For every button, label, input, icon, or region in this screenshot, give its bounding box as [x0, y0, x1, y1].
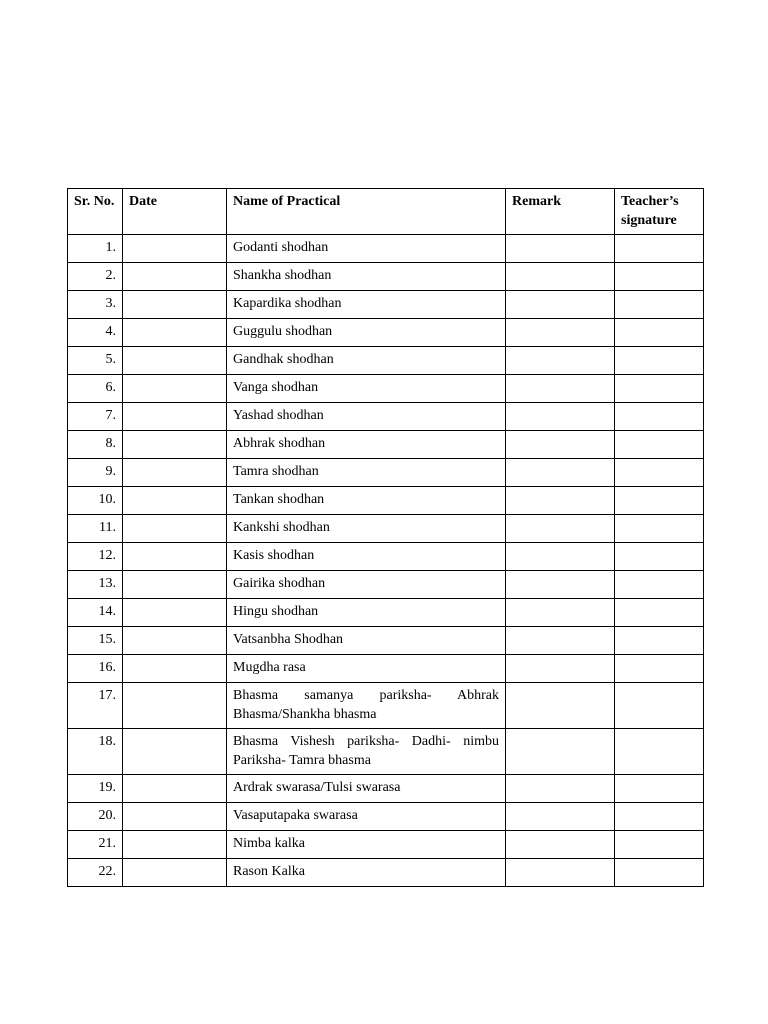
row-remark-cell — [506, 543, 615, 571]
row-remark-cell — [506, 831, 615, 859]
row-sr-no: 9. — [68, 459, 123, 487]
row-signature-cell — [615, 599, 704, 627]
row-date-cell — [123, 319, 227, 347]
row-signature-cell — [615, 319, 704, 347]
row-date-cell — [123, 515, 227, 543]
table-row — [68, 487, 704, 515]
row-signature-cell — [615, 803, 704, 831]
row-sr-no: 8. — [68, 431, 123, 459]
row-sr-no: 1. — [68, 235, 123, 263]
row-remark-cell — [506, 683, 615, 729]
row-practical-name: Mugdha rasa — [227, 655, 506, 683]
row-date-cell — [123, 655, 227, 683]
row-remark-cell — [506, 459, 615, 487]
header-teacher-signature: Teacher’s signature — [615, 189, 704, 235]
table-row — [68, 263, 704, 291]
row-practical-name: Vatsanbha Shodhan — [227, 627, 506, 655]
row-sr-no: 5. — [68, 347, 123, 375]
row-sr-no: 20. — [68, 803, 123, 831]
row-date-cell — [123, 263, 227, 291]
table-row — [68, 775, 704, 803]
row-signature-cell — [615, 431, 704, 459]
row-date-cell — [123, 235, 227, 263]
row-sr-no: 19. — [68, 775, 123, 803]
table-row — [68, 599, 704, 627]
row-sr-no: 3. — [68, 291, 123, 319]
row-signature-cell — [615, 627, 704, 655]
row-practical-name: Tankan shodhan — [227, 487, 506, 515]
row-signature-cell — [615, 347, 704, 375]
row-date-cell — [123, 459, 227, 487]
row-remark-cell — [506, 775, 615, 803]
row-practical-name: Nimba kalka — [227, 831, 506, 859]
row-remark-cell — [506, 375, 615, 403]
practicals-table — [67, 188, 704, 887]
row-practical-name: Rason Kalka — [227, 859, 506, 887]
row-practical-name: Kankshi shodhan — [227, 515, 506, 543]
row-signature-cell — [615, 831, 704, 859]
row-sr-no: 16. — [68, 655, 123, 683]
row-sr-no: 22. — [68, 859, 123, 887]
row-remark-cell — [506, 655, 615, 683]
row-signature-cell — [615, 775, 704, 803]
row-date-cell — [123, 375, 227, 403]
row-practical-name: Yashad shodhan — [227, 403, 506, 431]
table-row — [68, 235, 704, 263]
row-remark-cell — [506, 403, 615, 431]
row-remark-cell — [506, 263, 615, 291]
row-sr-no: 15. — [68, 627, 123, 655]
table-row — [68, 729, 704, 775]
row-practical-name: Bhasma samanya pariksha- Abhrak Bhasma/Shankha bhasma — [227, 683, 506, 729]
row-date-cell — [123, 859, 227, 887]
row-sr-no: 12. — [68, 543, 123, 571]
table-row — [68, 655, 704, 683]
row-date-cell — [123, 803, 227, 831]
row-remark-cell — [506, 291, 615, 319]
header-remark: Remark — [506, 189, 615, 235]
header-name-of-practical: Name of Practical — [227, 189, 506, 235]
row-practical-name: Godanti shodhan — [227, 235, 506, 263]
table-row — [68, 803, 704, 831]
row-remark-cell — [506, 627, 615, 655]
row-practical-name: Vasaputapaka swarasa — [227, 803, 506, 831]
table-row — [68, 459, 704, 487]
row-signature-cell — [615, 515, 704, 543]
table-row — [68, 319, 704, 347]
row-sr-no: 10. — [68, 487, 123, 515]
row-signature-cell — [615, 683, 704, 729]
row-signature-cell — [615, 859, 704, 887]
table-row — [68, 403, 704, 431]
table-row — [68, 347, 704, 375]
row-practical-name: Kasis shodhan — [227, 543, 506, 571]
header-date: Date — [123, 189, 227, 235]
row-sr-no: 2. — [68, 263, 123, 291]
header-row — [68, 189, 704, 235]
row-signature-cell — [615, 375, 704, 403]
row-signature-cell — [615, 655, 704, 683]
row-remark-cell — [506, 347, 615, 375]
row-practical-name: Bhasma Vishesh pariksha- Dadhi- nimbu Pariksha- Tamra bhasma — [227, 729, 506, 775]
row-sr-no: 11. — [68, 515, 123, 543]
row-date-cell — [123, 683, 227, 729]
row-date-cell — [123, 543, 227, 571]
table-row — [68, 683, 704, 729]
row-practical-name: Tamra shodhan — [227, 459, 506, 487]
table-row — [68, 431, 704, 459]
row-date-cell — [123, 627, 227, 655]
row-remark-cell — [506, 487, 615, 515]
row-sr-no: 21. — [68, 831, 123, 859]
row-date-cell — [123, 431, 227, 459]
row-date-cell — [123, 487, 227, 515]
row-remark-cell — [506, 431, 615, 459]
row-practical-name: Abhrak shodhan — [227, 431, 506, 459]
row-sr-no: 7. — [68, 403, 123, 431]
row-remark-cell — [506, 729, 615, 775]
table-row — [68, 627, 704, 655]
row-sr-no: 14. — [68, 599, 123, 627]
row-signature-cell — [615, 729, 704, 775]
row-sr-no: 13. — [68, 571, 123, 599]
row-practical-name: Gairika shodhan — [227, 571, 506, 599]
row-remark-cell — [506, 515, 615, 543]
row-practical-name: Hingu shodhan — [227, 599, 506, 627]
row-remark-cell — [506, 319, 615, 347]
row-remark-cell — [506, 571, 615, 599]
table-row — [68, 571, 704, 599]
row-practical-name: Ardrak swarasa/Tulsi swarasa — [227, 775, 506, 803]
table-row — [68, 831, 704, 859]
row-sr-no: 17. — [68, 683, 123, 729]
table-row — [68, 543, 704, 571]
row-sr-no: 4. — [68, 319, 123, 347]
row-remark-cell — [506, 859, 615, 887]
row-date-cell — [123, 403, 227, 431]
table-row — [68, 291, 704, 319]
row-signature-cell — [615, 263, 704, 291]
row-signature-cell — [615, 459, 704, 487]
header-sr-no: Sr. No. — [68, 189, 123, 235]
row-date-cell — [123, 831, 227, 859]
row-date-cell — [123, 729, 227, 775]
row-signature-cell — [615, 543, 704, 571]
row-practical-name: Kapardika shodhan — [227, 291, 506, 319]
table-row — [68, 515, 704, 543]
row-practical-name: Vanga shodhan — [227, 375, 506, 403]
row-date-cell — [123, 347, 227, 375]
row-practical-name: Gandhak shodhan — [227, 347, 506, 375]
row-signature-cell — [615, 571, 704, 599]
row-practical-name: Shankha shodhan — [227, 263, 506, 291]
row-remark-cell — [506, 599, 615, 627]
row-sr-no: 18. — [68, 729, 123, 775]
row-signature-cell — [615, 403, 704, 431]
row-remark-cell — [506, 235, 615, 263]
row-remark-cell — [506, 803, 615, 831]
row-sr-no: 6. — [68, 375, 123, 403]
row-date-cell — [123, 775, 227, 803]
row-signature-cell — [615, 487, 704, 515]
row-date-cell — [123, 291, 227, 319]
row-practical-name: Guggulu shodhan — [227, 319, 506, 347]
row-signature-cell — [615, 291, 704, 319]
row-signature-cell — [615, 235, 704, 263]
table-row — [68, 375, 704, 403]
row-date-cell — [123, 599, 227, 627]
row-date-cell — [123, 571, 227, 599]
table-row — [68, 859, 704, 887]
